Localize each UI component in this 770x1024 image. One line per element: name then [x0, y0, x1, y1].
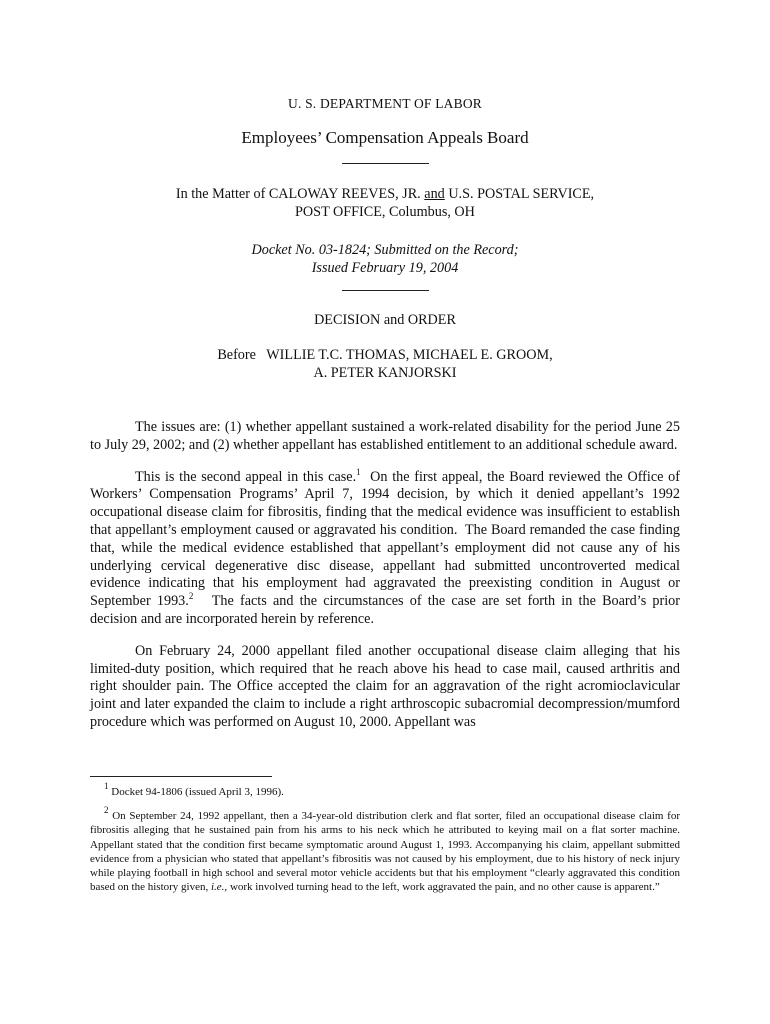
- docket-divider: [342, 290, 429, 291]
- docket-line-1: Docket No. 03-1824; Submitted on the Record;: [251, 242, 519, 258]
- panel-members: [0, 346, 770, 382]
- paragraph-issues: The issues are: (1) whether appellant sustained a work-related disability for the period June 25 to July 29, 2002; and (2) whether appellant has established entitlement to an additional schedule award.: [90, 419, 680, 453]
- and-underlined: and: [424, 186, 445, 202]
- paragraph-history: This is the second appeal in this case.$^1$ On the first appeal, the Board reviewed the Office of Workers’ Compensation Programs’ April 7, 1994 decision, by which it denied appellant’s 1992 occupational disease claim for fibrositis, finding that the medical evidence was insufficient to establish that appellant’s employment caused or aggravated his condition. The Board remanded the case finding that, while the medical evidence established that appellant’s employment did not cause any of his underlying cervical degenerative disc disease, appellant had submitted uncontroverted medical evidence indicating that his employment had aggravated the preexisting condition in August or September 1993.$^2$ The facts and the circumstances of the case are set forth in the Board’s prior decision and are incorporated herein by reference.: [90, 466, 684, 627]
- case-caption-line-2: POST OFFICE, Columbus, OH: [295, 203, 475, 220]
- footnotes: [90, 781, 680, 903]
- case-caption: [0, 186, 770, 221]
- footnote-1: $^1$ Docket 94-1806 (issued April 3, 1996).: [104, 781, 284, 798]
- panel-line-1: Before WILLIE T.C. THOMAS, MICHAEL E. GROOM,: [217, 347, 553, 363]
- panel-line-2: A. PETER KANJORSKI: [313, 365, 457, 381]
- title-divider: [342, 163, 429, 164]
- decision-title: DECISION and ORDER: [314, 312, 456, 328]
- opinion-body: [90, 419, 684, 746]
- docket-info: [0, 242, 770, 277]
- footnote-2: $^2$ On September 24, 1992 appellant, then a 34-year-old distribution clerk and flat sorter, filed an occupational disease claim for fibrositis alleging that he sustained pain from his arms to his neck which he attributed to keying mail on a flat sorter machine. Appellant stated that the condition first became symptomatic around August 1, 1993. Accompanying his claim, appellant submitted evidence from a physician who stated that appellant’s fibrositis was not caused by his employment, due to his history of neck injury while playing football in high school and several motor vehicle accidents but that his employment “clearly aggravated this condition based on the history given, i.e., work involved turning head to the left, work aggravated the pain, and no other cause is apparent.”: [90, 805, 680, 894]
- docket-line-2: Issued February 19, 2004: [311, 259, 459, 276]
- department-heading: U. S. DEPARTMENT OF LABOR: [288, 96, 482, 111]
- case-caption-line-1: In the Matter of CALOWAY REEVES, JR. and U.S. POSTAL SERVICE,: [175, 186, 595, 202]
- footnote-divider: [90, 776, 272, 777]
- board-title: Employees’ Compensation Appeals Board: [241, 128, 529, 147]
- footnote-ref-1: 1: [356, 466, 361, 477]
- paragraph-claim: On February 24, 2000 appellant filed another occupational disease claim alleging that his limited-duty position, which required that he reach above his head to case mail, caused arthritis and right shoulder pain. The Office accepted the claim for an aggravation of the right acromioclavicular joint and later expanded the claim to include a right arthroscopic subacromial decompression/mumford procedure which was performed on August 10, 2000. Appellant was: [90, 642, 680, 730]
- footnote-ref-2: 2: [188, 591, 194, 602]
